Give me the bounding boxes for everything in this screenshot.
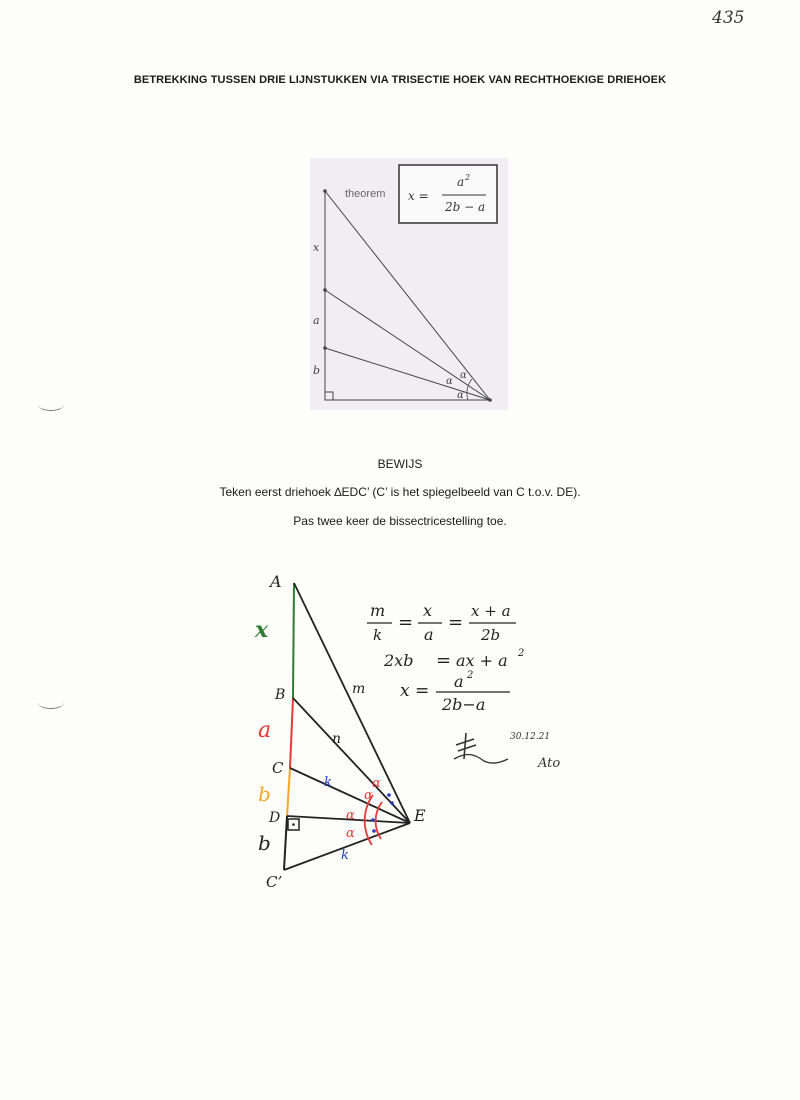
point-label-d: D bbox=[269, 810, 281, 826]
page-number: 435 bbox=[712, 8, 745, 28]
fraction-1-denominator: k bbox=[373, 626, 383, 644]
theorem-label: theorem bbox=[345, 188, 386, 200]
label-x: x bbox=[313, 241, 320, 254]
derivation-line-1 bbox=[367, 601, 516, 644]
point-label-c: C bbox=[272, 759, 284, 777]
formula-numerator-base: a bbox=[457, 175, 465, 189]
angle-label-3: α bbox=[346, 808, 355, 823]
segment-b-lower bbox=[284, 816, 287, 870]
right-angle-dot bbox=[292, 823, 295, 826]
angle-label-2: α bbox=[364, 788, 373, 803]
signature-date: 30.12.21 bbox=[510, 732, 551, 742]
fraction-3-denominator: 2b bbox=[481, 626, 501, 644]
signature-stroke bbox=[454, 755, 508, 764]
point-label-b: B bbox=[275, 687, 286, 703]
formula-denominator: 2b − a bbox=[445, 200, 486, 214]
page-title: BETREKKING TUSSEN DRIE LIJNSTUKKEN VIA TRISECTIE HOEK VAN RECHTHOEKIGE DRIEHOEK bbox=[133, 74, 667, 86]
formula-numerator-exponent: 2 bbox=[465, 173, 471, 182]
point-label-e: E bbox=[414, 806, 426, 825]
segment-b-upper bbox=[287, 768, 290, 816]
equals-sign-1: = bbox=[398, 612, 414, 633]
angle-dot-4 bbox=[372, 829, 376, 833]
angle-label-2: α bbox=[446, 376, 453, 387]
angle-dot-1 bbox=[387, 793, 391, 797]
segment-label-b-lower: b bbox=[258, 831, 271, 855]
label-a: a bbox=[313, 314, 320, 327]
fraction-2-denominator: a bbox=[424, 625, 434, 644]
angle-label-3: α bbox=[460, 370, 467, 381]
result-left: x = bbox=[400, 681, 430, 701]
signature bbox=[448, 725, 578, 775]
point-label-c-prime: C’ bbox=[266, 873, 283, 891]
fraction-3-numerator: x + a bbox=[471, 602, 511, 620]
point-vertex bbox=[488, 398, 492, 402]
angle-label-1: α bbox=[372, 776, 381, 791]
binder-hole-mark-lower bbox=[38, 696, 64, 709]
angle-dot-3 bbox=[371, 818, 375, 822]
equation-left: 2xb bbox=[384, 651, 414, 670]
proof-instruction-2: Pas twee keer de bissectricestelling toe. bbox=[293, 514, 507, 528]
point-top bbox=[323, 189, 327, 193]
result-numerator-base: a bbox=[454, 672, 464, 691]
signature-name: Ato bbox=[538, 756, 561, 771]
proof-heading: BEWIJS bbox=[377, 457, 423, 471]
angle-dot-2 bbox=[390, 801, 394, 805]
segment-x bbox=[293, 583, 294, 698]
label-b: b bbox=[313, 364, 321, 377]
result-denominator: 2b−a bbox=[442, 695, 486, 714]
theorem-figure bbox=[310, 158, 508, 410]
derivation-line-3 bbox=[400, 670, 510, 714]
point-middle bbox=[323, 288, 327, 292]
equation-right-exponent: 2 bbox=[518, 648, 525, 659]
ray-label-m: m bbox=[352, 681, 366, 697]
point-label-a: A bbox=[270, 572, 282, 591]
equals-sign-2: = bbox=[448, 612, 464, 633]
proof-instruction-1: Teken eerst driehoek ∆EDC’ (C’ is het spiegelbeeld van C t.o.v. DE). bbox=[219, 485, 581, 499]
segment-a bbox=[290, 698, 293, 768]
fraction-2-numerator: x bbox=[423, 601, 433, 620]
equation-right: ax + a bbox=[456, 651, 508, 670]
point-lower bbox=[323, 346, 327, 350]
segment-label-x: x bbox=[255, 617, 269, 643]
ray-label-k-upper: k bbox=[324, 775, 332, 790]
formula-lhs: x = bbox=[408, 189, 429, 203]
fraction-1-numerator: m bbox=[370, 601, 386, 620]
segment-label-a: a bbox=[258, 718, 272, 743]
angle-label-1: α bbox=[457, 390, 464, 401]
ray-label-k-lower: k bbox=[341, 848, 349, 863]
ray-label-n: n bbox=[332, 731, 342, 747]
equals-sign-3: = bbox=[436, 650, 452, 671]
derivation-line-2 bbox=[383, 648, 524, 671]
result-numerator-exponent: 2 bbox=[467, 670, 474, 681]
binder-hole-mark-upper bbox=[38, 398, 64, 411]
segment-label-b-upper: b bbox=[258, 782, 271, 806]
angle-label-4: α bbox=[346, 826, 355, 841]
